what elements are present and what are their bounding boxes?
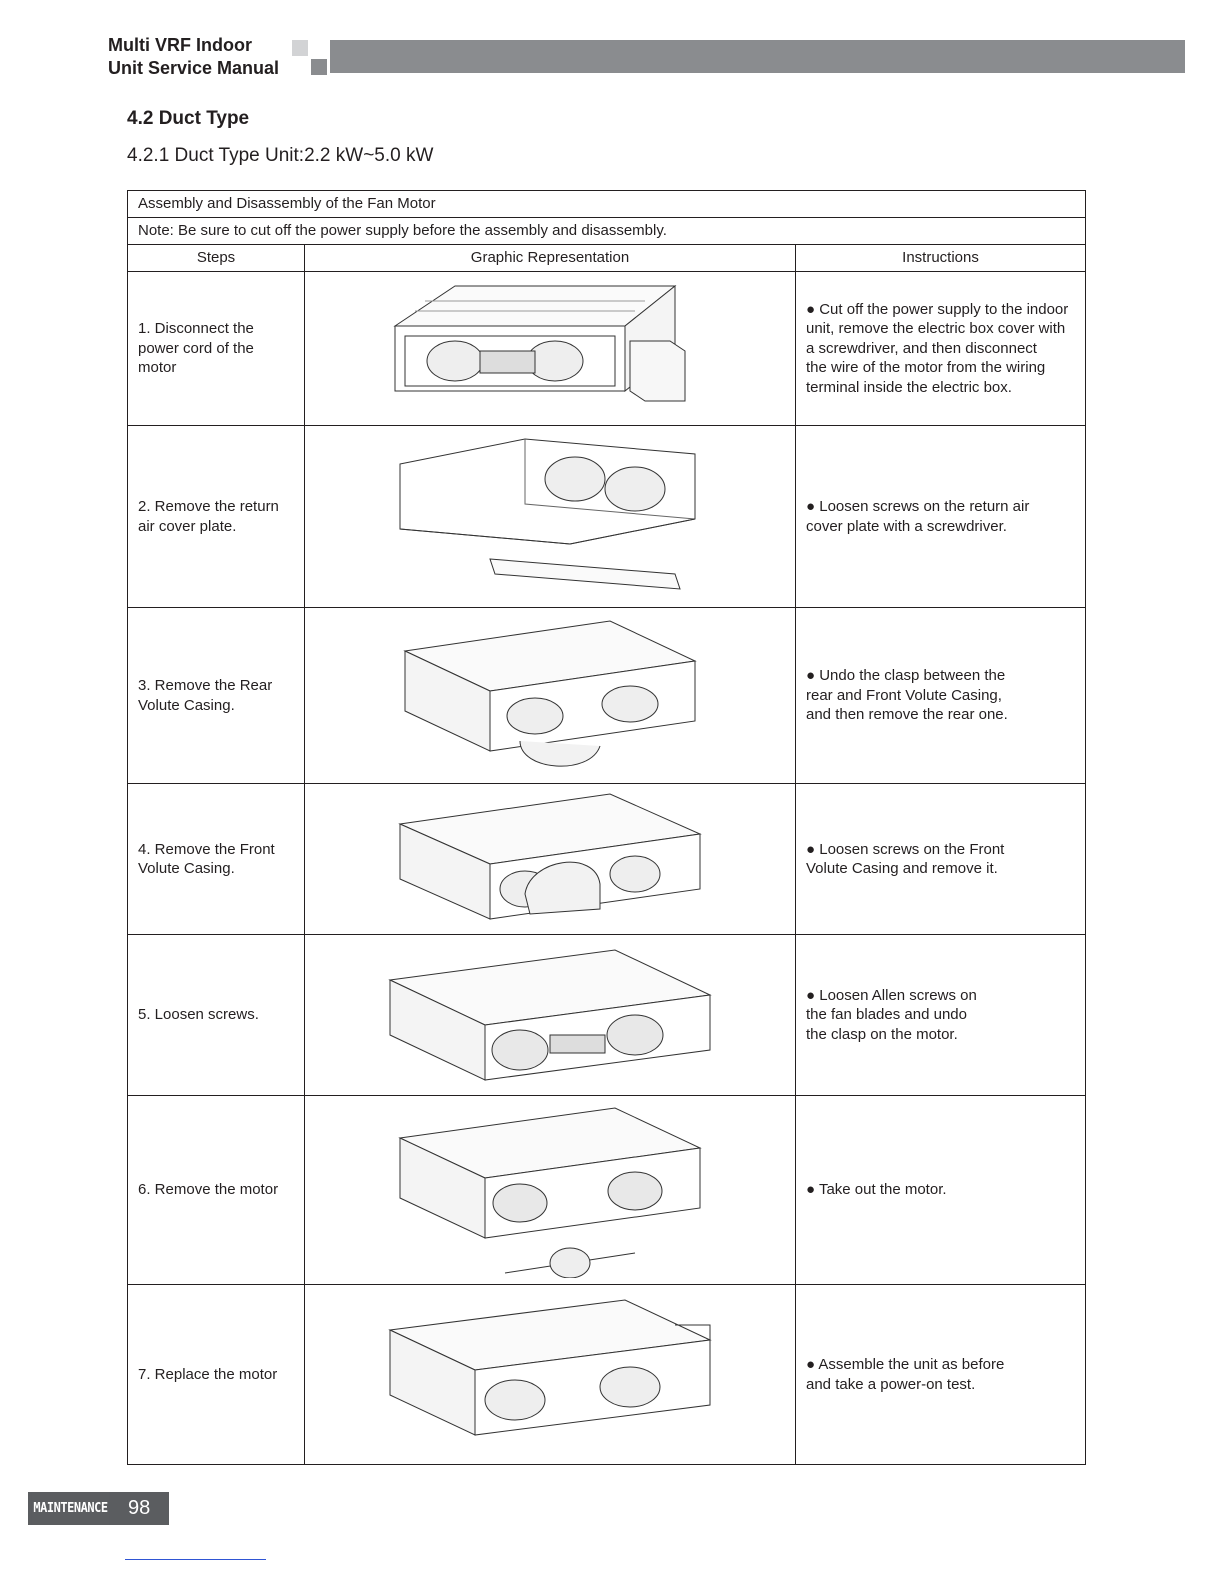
unit-illustration bbox=[400, 616, 700, 776]
instruction-cell: ● Assemble the unit as before and take a power-on test. bbox=[796, 1285, 1086, 1465]
fan-motor-table bbox=[127, 190, 1086, 1465]
manual-title bbox=[108, 34, 279, 80]
page-number: 98 bbox=[128, 1497, 151, 1519]
manual-title-line1: Multi VRF Indoor bbox=[108, 35, 252, 55]
table-row bbox=[128, 935, 1086, 1096]
footer-section-tag: MAINTENANCE bbox=[31, 1492, 109, 1525]
graphic-cell bbox=[305, 426, 796, 608]
step-cell: 3. Remove the Rear Volute Casing. bbox=[128, 608, 305, 784]
col-header-graphic: Graphic Representation bbox=[305, 245, 796, 272]
section-subtitle: 4.2.1 Duct Type Unit:2.2 kW~5.0 kW bbox=[127, 145, 434, 166]
header-square-light bbox=[292, 40, 308, 56]
step-cell: 5. Loosen screws. bbox=[128, 935, 305, 1096]
footer-page-box bbox=[28, 1492, 169, 1525]
table-row bbox=[128, 1285, 1086, 1465]
unit-illustration bbox=[385, 945, 715, 1085]
instruction-cell: ● Take out the motor. bbox=[796, 1096, 1086, 1285]
step-cell: 1. Disconnect the power cord of the motor bbox=[128, 272, 305, 426]
instruction-cell: ● Undo the clasp between the rear and Front Volute Casing, and then remove the rear one. bbox=[796, 608, 1086, 784]
graphic-cell bbox=[305, 608, 796, 784]
col-header-steps: Steps bbox=[128, 245, 305, 272]
header-bar bbox=[330, 40, 1185, 73]
step-cell: 2. Remove the return air cover plate. bbox=[128, 426, 305, 608]
manual-title-line2: Unit Service Manual bbox=[108, 58, 280, 78]
instruction-cell: ● Cut off the power supply to the indoor unit, remove the electric box cover with a screwdriver, and then disconnect the wire of the motor from the wiring terminal inside the electric box. bbox=[796, 272, 1086, 426]
graphic-cell bbox=[305, 272, 796, 426]
unit-illustration bbox=[385, 1295, 715, 1455]
step-cell: 4. Remove the Front Volute Casing. bbox=[128, 784, 305, 935]
table-row bbox=[128, 608, 1086, 784]
unit-illustration bbox=[395, 789, 705, 929]
table-note: Note: Be sure to cut off the power supply before the assembly and disassembly. bbox=[128, 218, 1086, 245]
instruction-cell: ● Loosen screws on the return air cover plate with a screwdriver. bbox=[796, 426, 1086, 608]
table-title-row bbox=[128, 191, 1086, 218]
graphic-cell bbox=[305, 784, 796, 935]
table-header-row bbox=[128, 245, 1086, 272]
footer-link-underline bbox=[125, 1559, 266, 1560]
table-row bbox=[128, 784, 1086, 935]
graphic-cell bbox=[305, 935, 796, 1096]
step-cell: 7. Replace the motor bbox=[128, 1285, 305, 1465]
table-row bbox=[128, 426, 1086, 608]
table-note-row bbox=[128, 218, 1086, 245]
graphic-cell bbox=[305, 1096, 796, 1285]
unit-illustration bbox=[395, 1103, 705, 1278]
col-header-instructions: Instructions bbox=[796, 245, 1086, 272]
section-title: 4.2 Duct Type bbox=[127, 108, 250, 129]
step-cell: 6. Remove the motor bbox=[128, 1096, 305, 1285]
instruction-cell: ● Loosen Allen screws on the fan blades and undo the clasp on the motor. bbox=[796, 935, 1086, 1096]
table-row bbox=[128, 272, 1086, 426]
table-title: Assembly and Disassembly of the Fan Motor bbox=[128, 191, 1086, 218]
unit-illustration bbox=[385, 281, 715, 416]
unit-illustration bbox=[395, 434, 705, 599]
instruction-cell: ● Loosen screws on the Front Volute Casing and remove it. bbox=[796, 784, 1086, 935]
table-row bbox=[128, 1096, 1086, 1285]
header-square-mid bbox=[311, 59, 327, 75]
graphic-cell bbox=[305, 1285, 796, 1465]
